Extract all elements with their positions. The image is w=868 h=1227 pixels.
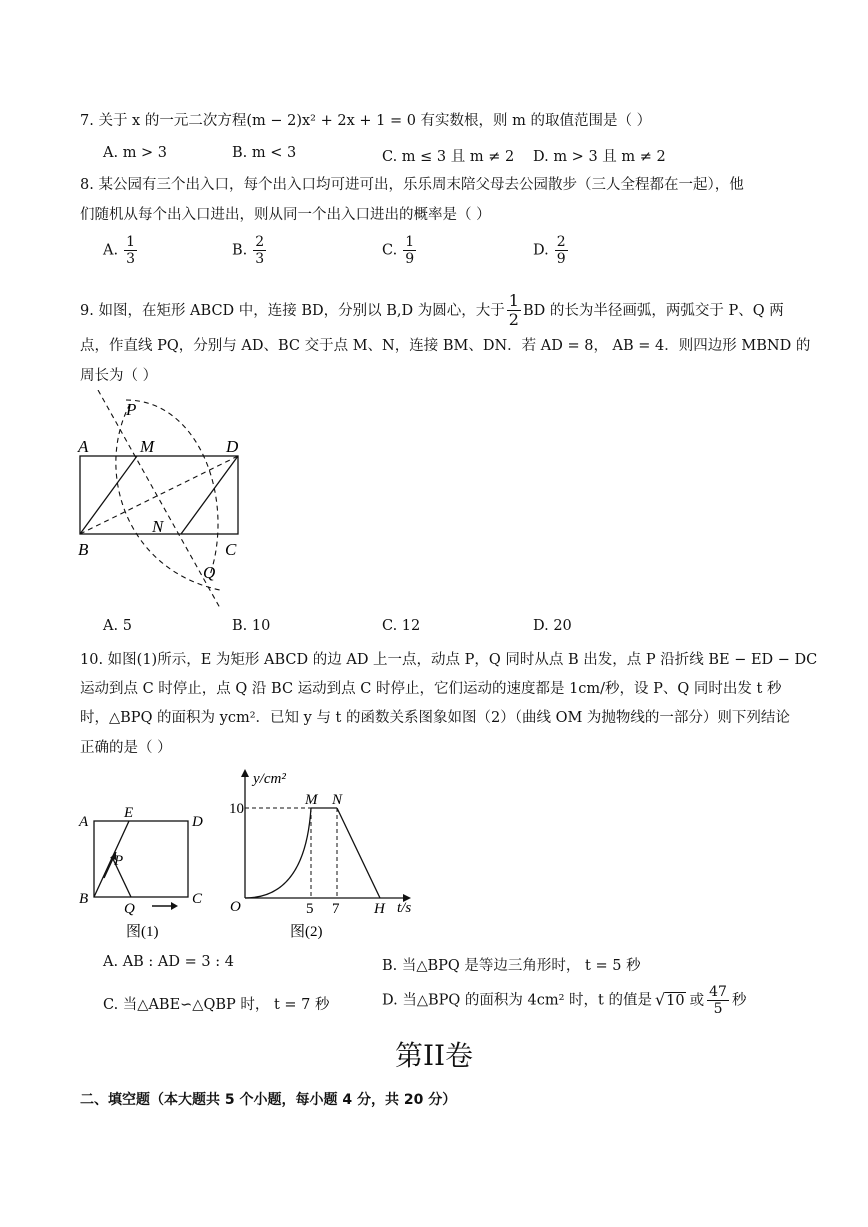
q9-option-d: D. 20	[533, 618, 572, 634]
y-axis-label: y/cm²	[253, 771, 286, 787]
q8-option-d: D. $\frac{2}{9}$	[533, 234, 566, 268]
label-d: D	[226, 437, 239, 456]
sqrt-radicand: 10	[666, 992, 685, 1009]
label-b: B	[79, 891, 89, 907]
arrow-right-head	[171, 902, 178, 910]
q10-option-b: B. 当△BPQ 是等边三角形时， t = 5 秒	[382, 958, 641, 974]
fraction: $\frac{2}{9}$	[556, 234, 566, 268]
half-fraction: $\frac{1}{2}$	[508, 291, 519, 330]
q7-option-d: D. m > 3 且 m ≠ 2	[533, 149, 666, 165]
q7-option-c: C. m ≤ 3 且 m ≠ 2	[382, 149, 515, 165]
q9-option-c: C. 12	[382, 618, 421, 634]
q10-stem-line2: 运动到点 C 时停止，点 Q 沿 BC 运动到点 C 时停止，它们运动的速度都是 1cm/秒，设 P、Q 同时出发 t 秒	[80, 681, 782, 697]
label-q: Q	[203, 563, 216, 582]
q10-option-c: C. 当△ABE∽△QBP 时， t = 7 秒	[103, 997, 330, 1013]
label-h: H	[374, 901, 385, 917]
q10-stem-line1: 10. 如图(1)所示，E 为矩形 ABCD 的边 AD 上一点，动点 P，Q 同时从点 B 出发，点 P 沿折线 BE − ED − DC	[80, 652, 818, 668]
tick-x-5: 5	[306, 901, 314, 917]
q9-stem-line1: 9. 如图，在矩形 ABCD 中，连接 BD，分别以 B,D 为圆心，大于 $\frac{1}{2}$ BD 的长为半径画弧，两弧交于 P、Q 两	[80, 291, 784, 330]
segment-nh	[337, 808, 380, 898]
label-q: Q	[124, 901, 135, 917]
tick-x-7: 7	[332, 901, 340, 917]
tick-y-10: 10	[229, 801, 244, 817]
segment-dn	[181, 456, 238, 534]
label-m: M	[140, 437, 155, 456]
q8-stem-line2: 们随机从每个出入口进出，则从同一个出入口进出的概率是（ ）	[80, 207, 491, 223]
q8-option-b: B. $\frac{2}{3}$	[232, 234, 265, 268]
label-o: O	[230, 899, 241, 915]
label-d: D	[192, 814, 203, 830]
fraction: $\frac{1}{9}$	[405, 234, 415, 268]
q10-option-a: A. AB : AD = 3 : 4	[103, 954, 234, 970]
q10-stem-line4: 正确的是（ ）	[80, 740, 172, 756]
q9-option-b: B. 10	[232, 618, 271, 634]
q7-stem: 7. 关于 x 的一元二次方程(m − 2)x² + 2x + 1 = 0 有实数根，则 m 的取值范围是（ ）	[80, 113, 652, 129]
section-heading: 二、填空题（本大题共 5 个小题，每小题 4 分，共 20 分）	[80, 1092, 457, 1108]
q8-option-a: A. $\frac{1}{3}$	[103, 234, 136, 268]
segment-be	[94, 821, 129, 897]
label-n: N	[152, 517, 164, 536]
q10-stem-line3: 时，△BPQ 的面积为 ycm²．已知 y 与 t 的函数关系图象如图（2）（曲线 OM 为抛物线的一部分）则下列结论	[80, 710, 790, 726]
sqrt-sign: √	[654, 989, 666, 1009]
label-a: A	[79, 814, 89, 830]
line-pq	[98, 390, 220, 608]
q9-figure	[70, 390, 260, 610]
arc-from-b	[126, 400, 218, 575]
label-c: C	[192, 891, 203, 907]
curve-om	[245, 808, 311, 898]
label-p: P	[114, 853, 124, 869]
y-axis-arrow	[241, 769, 249, 777]
label-b: B	[78, 540, 89, 559]
label-e: E	[124, 805, 134, 821]
q9-stem-line2: 点，作直线 PQ，分别与 AD、BC 交于点 M、N，连接 BM、DN．若 AD = 8， AB = 4．则四边形 MBND 的	[80, 338, 811, 354]
label-c: C	[225, 540, 237, 559]
fraction: $\frac{47}{5}$	[709, 984, 727, 1018]
rectangle-abcd	[94, 821, 188, 897]
q10-figure-1	[74, 800, 214, 945]
x-axis-label: t/s	[397, 900, 412, 916]
label-p: P	[126, 400, 137, 419]
label-a: A	[78, 437, 89, 456]
figure-1-caption: 图(1)	[126, 924, 159, 940]
fraction: $\frac{2}{3}$	[255, 234, 265, 268]
q7-option-b: B. m < 3	[232, 145, 297, 161]
q10-figure-2	[225, 765, 425, 945]
figure-2-caption: 图(2)	[290, 924, 323, 940]
q8-option-c: C. $\frac{1}{9}$	[382, 234, 415, 268]
label-n: N	[332, 792, 343, 808]
segment-bm	[80, 456, 137, 534]
fraction: $\frac{1}{3}$	[126, 234, 136, 268]
part-2-title: 第II卷	[394, 1039, 474, 1072]
q9-option-a: A. 5	[103, 618, 132, 634]
label-m: M	[305, 792, 318, 808]
q8-stem-line1: 8. 某公园有三个出入口，每个出入口均可进可出，乐乐周末陪父母去公园散步（三人全程都在一起），他	[80, 177, 744, 193]
q7-option-a: A. m > 3	[103, 145, 168, 161]
q10-option-d: D. 当△BPQ 的面积为 4cm² 时，t 的值是 √10 或 $\frac{47}{5}$ 秒	[382, 984, 747, 1018]
q9-stem-line3: 周长为（ ）	[80, 368, 158, 384]
